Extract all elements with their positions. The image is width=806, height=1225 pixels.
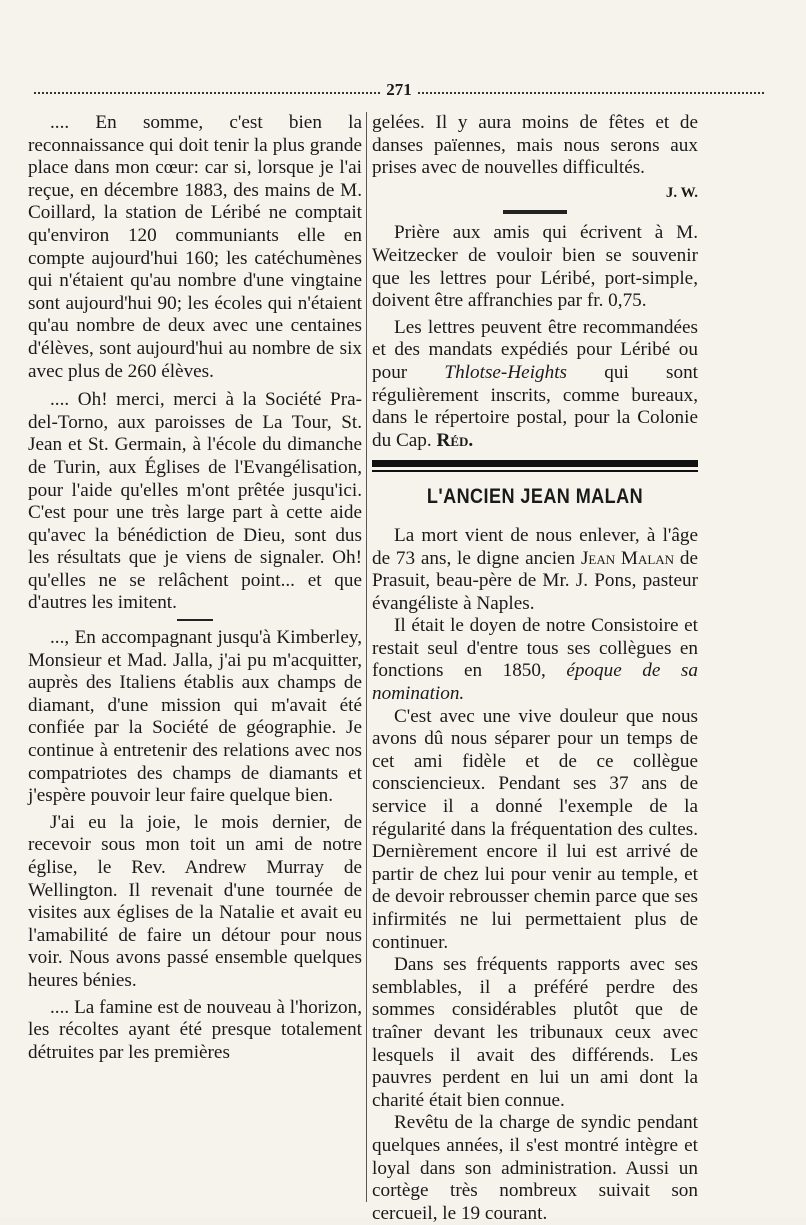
right-paragraph-7: Dans ses fréquents rapports avec ses semblables, il a préféré perdre des sommes considérables plutôt que de traîner devant les tribunaux ceux avec lesquels il avait des différends. Les pauvres perdent en lui un ami dont la charité était bien connue. — [372, 954, 698, 1111]
page-header — [34, 78, 764, 102]
p4-text-a: La mort vient de nous enlever, à l'âge de 73 ans, le digne ancien — [372, 524, 698, 569]
p3-italic-place: Thlotse-Heights — [444, 361, 568, 383]
header-rule-right — [418, 92, 764, 94]
right-paragraph-2: Prière aux amis qui écrivent à M. Weitzecker de vouloir bien se souvenir que les lettres pour Léribé, port-simple, doivent être affranchies par fr. 0,75. — [372, 222, 698, 312]
left-paragraph-5: .... La famine est de nouveau à l'horizon, les récoltes ayant été presque totalement détruites par les premières — [28, 996, 362, 1063]
left-paragraph-2: .... Oh! merci, merci à la Société Pra-del-Torno, aux paroisses de La Tour, St. Jean et St. Germain, à l'école du dimanche de Turin, aux Églises de l'Evangélisation, pour l'aide qu'elles m'ont prêtée jusqu'ici. C'est pour une très large part à cette aide qu'avec la bénédiction de Dieu, sont dus les résultats que je viens de signaler. Oh! qu'elles ne se relâchent point... et que d'autres les imitent. — [28, 389, 362, 614]
signature-red: Réd. — [436, 429, 474, 451]
section-divider-bar — [372, 460, 698, 472]
p5-italic: époque de sa nomination. — [372, 660, 698, 705]
p4-text-b: de Prasuit, beau-père de Mr. J. Pons, pasteur évangéliste à Naples. — [372, 547, 698, 614]
right-paragraph-1: gelées. Il y aura moins de fêtes et de danses païennes, mais nous serons aux prises avec de nouvelles difficultés. — [372, 112, 698, 179]
signature-jw: J. W. — [665, 184, 698, 201]
right-column — [372, 112, 698, 1225]
left-column — [28, 112, 362, 1064]
p3-text-after: qui sont régulièrement inscrits, comme bureaux, dans le répertoire postal, pour la Colonie du Cap. — [372, 361, 698, 451]
p5-text-a: Il était le doyen de notre Consistoire et restait seul d'entre tous ses collègues en fonctions en 1850, — [372, 615, 698, 682]
right-paragraph-5 — [372, 615, 698, 705]
left-paragraph-1: .... En somme, c'est bien la reconnaissance qui doit tenir la plus grande place dans mon cœur: car si, lorsque je l'ai reçue, en décembre 1883, des mains de M. Coillard, la station de Léribé ne comptait qu'environ 120 communiants elle en compte aujourd'hui 160; les catéchumènes qui n'étaient qu'au nombre d'une vingtaine sont aujourd'hui 90; les écoles qui n'étaient qu'au nombre de deux avec une centaines d'élèves, sont aujourd'hui au nombre de six avec plus de 260 élèves. — [28, 112, 362, 382]
header-rule-left — [34, 92, 380, 94]
left-paragraph-3: ..., En accompagnant jusqu'à Kimberley, Monsieur et Mad. Jalla, j'ai pu m'acquitter, auprès des Italiens établis aux champs de diamant, d'une mission qui m'avait été confiée par la Société de géographie. Je continue à entretenir des relations avec nos compatriotes des champs de diamants et j'espère pouvoir leur faire quelque bien. — [28, 627, 362, 807]
right-paragraph-4 — [372, 525, 698, 615]
p4-name: Jean Malan — [580, 547, 675, 569]
p3-text-before: Les lettres peuvent être recommandées et des mandats expédiés pour Léribé ou pour — [372, 316, 698, 383]
right-paragraph-3 — [372, 317, 698, 453]
column-divider — [366, 112, 367, 1202]
right-separator — [503, 210, 567, 214]
right-paragraph-6: C'est avec une vive douleur que nous avons dû nous séparer pour un temps de cet ami fidèle et de ce collègue consciencieux. Pendant ses 37 ans de service il a donné l'exemple de la régularité dans la fréquentation des cultes. Dernièrement encore il lui est arrivé de partir de chez lui pour venir au temple, et de devoir rebrousser chemin parce que ses infirmités ne lui permettaient plus de continuer. — [372, 705, 698, 953]
left-separator — [177, 619, 213, 621]
article-title: L'ANCIEN JEAN MALAN — [426, 485, 644, 509]
right-paragraph-8: Revêtu de la charge de syndic pendant quelques années, il s'est montré intègre et loyal dans son administration. Aussi un cortège très nombreux suivait son cercueil, le 19 courant. — [372, 1112, 698, 1224]
left-paragraph-4: J'ai eu la joie, le mois dernier, de recevoir sous mon toit un ami de notre église, le Rev. Andrew Murray de Wellington. Il revenait d'une tournée de visites aux églises de la Natalie et avait eu l'amabilité de faire un détour pour nous voir. Nous avons passé ensemble quelques heures bénies. — [28, 811, 362, 991]
page-number: 271 — [386, 80, 412, 99]
